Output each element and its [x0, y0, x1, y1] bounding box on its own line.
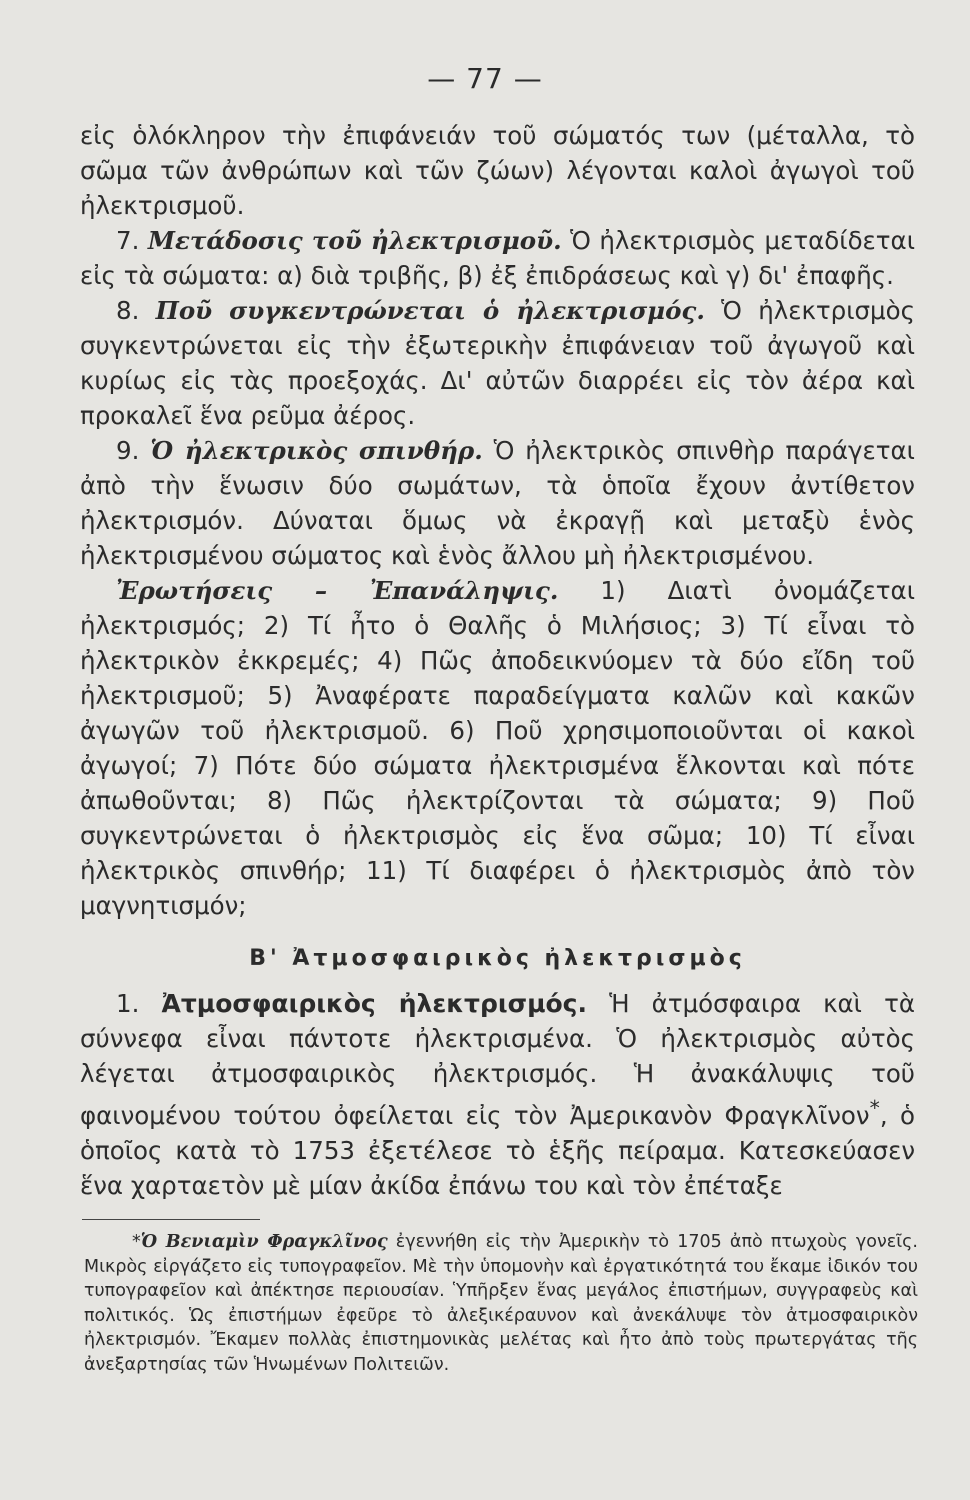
paragraph-text-continued: , ὁ ὁποῖος κατὰ τὸ 1753 ἐξετέλεσε τὸ ἑξῆς πείραμα. Κατεσκεύασεν ἕνα χαρταετὸν μὲ μίαν ἀκίδα ἐπάνω του καὶ τὸν ἐπέταξε	[80, 1101, 915, 1201]
page-number: — 77 —	[427, 62, 543, 95]
paragraph-title: Ποῦ συγκεντρώνεται ὁ ἠλεκτρισμός.	[155, 296, 705, 325]
paragraph-text: Ἡ ἀτμόσφαιρα καὶ τὰ σύννεφα εἶναι πάντοτε ἠλεκτρισμένα. Ὁ ἠλεκτρισμὸς αὐτὸς λέγεται ἀτμοσφαιρικὸς ἠλεκτρισμός. Ἡ ἀνακάλυψις τοῦ φαινομένου τούτου ὀφείλεται εἰς τὸν Ἀμερικανὸν Φραγκλῖνον	[80, 989, 915, 1131]
paragraph-text: Ὁ ἠλεκτρισμὸς μεταδίδεται εἰς τὰ σώματα: α) διὰ τριβῆς, β) ἐξ ἐπιδράσεως καὶ γ) δι' ἐπαφῆς.	[80, 226, 915, 290]
paragraph-number: 8.	[116, 296, 140, 325]
paragraph-continuation: εἰς ὁλόκληρον τὴν ἐπιφάνειάν τοῦ σώματός των (μέταλλα, τὸ σῶμα τῶν ἀνθρώπων καὶ τῶν ζώων) λέγονται καλοὶ ἀγωγοὶ τοῦ ἠλεκτρισμοῦ.	[80, 121, 915, 220]
paragraph-title: Ἀτμοσφαιρικὸς ἠλεκτρισμός.	[161, 989, 587, 1018]
footnote-divider	[82, 1219, 260, 1220]
review-questions	[80, 573, 915, 923]
paragraph-8	[80, 293, 915, 433]
review-questions-title: Ἐρωτήσεις – Ἐπανάληψις.	[116, 576, 559, 605]
paragraph-9	[80, 433, 915, 573]
paragraph-number: 9.	[116, 436, 140, 465]
paragraph-text: Ὁ ἠλεκτρισμὸς συγκεντρώνεται εἰς τὴν ἐξωτερικὴν ἐπιφάνειαν τοῦ ἀγωγοῦ καὶ κυρίως εἰς τὰς προεξοχάς. Δι' αὐτῶν διαρρέει εἰς τὸν ἀέρα καὶ προκαλεῖ ἕνα ρεῦμα ἀέρος.	[80, 296, 916, 430]
paragraph-7	[80, 223, 915, 293]
footnote-mark: *	[132, 1232, 141, 1252]
review-questions-text: 1) Διατὶ ὀνομάζεται ἠλεκτρισμός; 2) Τί ἦτο ὁ Θαλῆς ὁ Μιλήσιος; 3) Τί εἶναι τὸ ἠλεκτρικὸν ἐκκρεμές; 4) Πῶς ἀποδεικνύομεν τὰ δύο εἴδη τοῦ ἠλεκτρισμοῦ; 5) Ἀναφέρατε παραδείγματα καλῶν καὶ κακῶν ἀγωγῶν τοῦ ἠλεκτρισμοῦ. 6) Ποῦ χρησιμοποιοῦνται οἱ κακοὶ ἀγωγοί; 7) Πότε δύο σώματα ἠλεκτρισμένα ἕλκονται καὶ πότε ἀπωθοῦνται; 8) Πῶς ἠλεκτρίζονται τὰ σώματα; 9) Ποῦ συγκεντρώνεται ὁ ἠλεκτρισμὸς εἰς ἕνα σῶμα; 10) Τί εἶναι ἠλεκτρικὸς σπινθήρ; 11) Τί διαφέρει ὁ ἠλεκτρισμὸς ἀπὸ τὸν μαγνητισμόν;	[80, 576, 915, 920]
footnote-name: Ὁ Βενιαμὶν Φραγκλῖνος	[140, 1232, 388, 1252]
paragraph-text: Ὁ ἠλεκτρικὸς σπινθὴρ παράγεται ἀπὸ τὴν ἕνωσιν δύο σωμάτων, τὰ ὁποῖα ἔχουν ἀντίθετον ἠλεκτρισμόν. Δύναται ὅμως νὰ ἐκραγῇ καὶ μεταξὺ ἑνὸς ἠλεκτρισμένου σώματος καὶ ἑνὸς ἄλλου μὴ ἠλεκτρισμένου.	[80, 436, 915, 570]
paragraph-number: 7.	[116, 226, 140, 255]
footnote-mark: *	[869, 1096, 880, 1120]
footnote-text: ἐγεννήθη εἰς τὴν Ἀμερικὴν τὸ 1705 ἀπὸ πτωχοὺς γονεῖς. Μικρὸς εἰργάζετο εἰς τυπογραφεῖον. Μὲ τὴν ὑπομονὴν καὶ ἐργατικότητά του ἔκαμε ἰδικόν του τυπογραφεῖον καὶ ἀπέκτησε περιουσίαν. Ὑπῆρξεν ἕνας μεγάλος ἐπιστήμων, συγγραφεὺς καὶ πολιτικός. Ὡς ἐπιστήμων ἐφεῦρε τὸ ἀλεξικέραυνον καὶ ἀνεκάλυψε τὸν ἀτμοσφαιρικὸν ἠλεκτρισμόν. Ἔκαμεν πολλὰς ἐπιστημονικὰς μελέτας καὶ ἦτο ἀπὸ τοὺς πρωτεργάτας τῆς ἀνεξαρτησίας τῶν Ἡνωμένων Πολιτειῶν.	[84, 1232, 918, 1375]
paragraph-title: Ὁ ἠλεκτρικὸς σπινθήρ.	[150, 436, 483, 465]
footnote	[84, 1230, 918, 1377]
paragraph-title: Μετάδοσις τοῦ ἠλεκτρισμοῦ.	[147, 226, 562, 255]
section-heading: Β' Ἀτμοσφαιρικὸς ἠλεκτρισμὸς	[249, 946, 746, 971]
paragraph-number: 1.	[116, 989, 140, 1018]
paragraph-section-1	[80, 986, 915, 1203]
main-text	[80, 118, 915, 1203]
